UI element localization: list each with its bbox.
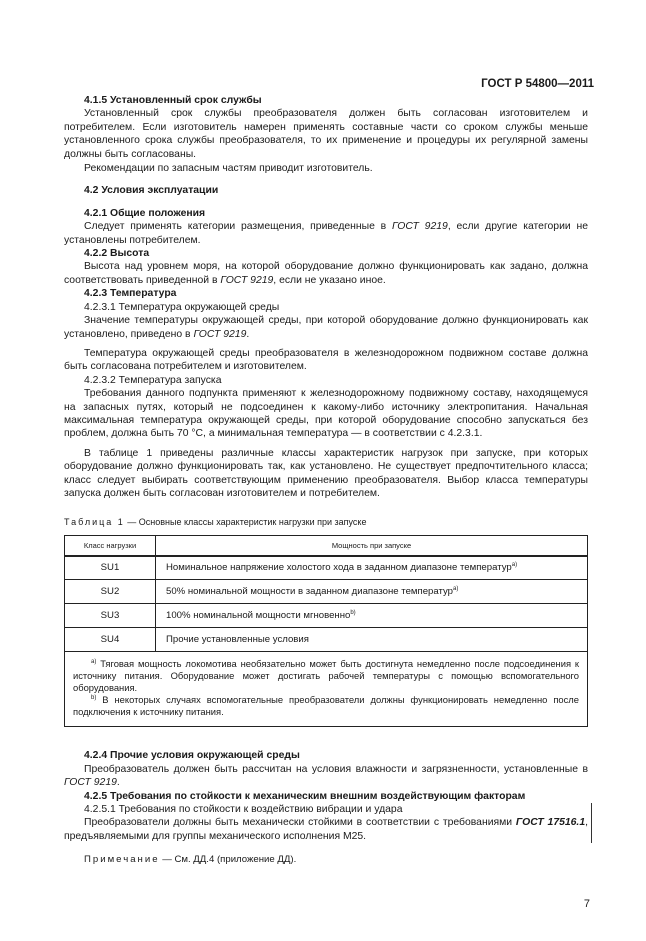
- document-page: [64, 0, 594, 941]
- paragraph: Требования данного подпункта применяют к железнодорожному подвижному составу, находящемуся на запасных путях, который не подсоединен к какому-либо источнику электропитания. Начальная максимальная температура окружающей среды, при которой оборудование способно запускаться без проблем, должна быть 70 °С, а минимальная температура — в соответствии с 4.2.3.1.: [64, 388, 588, 440]
- table-caption: Таблица 1 — Основные классы характеристик нагрузки при запуске: [64, 517, 367, 528]
- section-4-1-5: [64, 94, 588, 175]
- subheading: 4.2.5.1 Требования по стойкости к воздействию вибрации и удара: [84, 804, 403, 815]
- footnote-b: $^{b)}$ В некоторых случаях вспомогательные преобразователи должны функционировать немедленно после подключения к источнику питания.: [73, 694, 579, 718]
- heading: 4.2.2 Высота: [84, 248, 150, 260]
- table-row: SU3 100% номинальной мощности мгновенно$^{b)}$: [65, 604, 588, 628]
- heading: 4.2 Условия эксплуатации: [84, 185, 219, 197]
- ref-link: ГОСТ 17516.1: [515, 817, 586, 829]
- footnote-a: $^{a)}$ Тяговая мощность локомотива необязательно может быть достигнута немедленно после подсоединения к источнику питания. Оборудование может достигать рабочей температуры с помощью вспомогательного оборудования.: [73, 658, 579, 694]
- ref-link: ГОСТ 9219: [392, 221, 448, 233]
- table-row: SU2 50% номинальной мощности в заданном диапазоне температур$^{a)}$: [65, 580, 588, 604]
- section-4-2-1-to-4-2-3: [64, 207, 588, 501]
- paragraph: В таблице 1 приведены различные классы характеристик нагрузок при запуске, при которых оборудование должно функционировать так, как установлено. Не существует предпочтительного класса; класс следует выбирать соответствующим применению преобразователя. Выбор класса температуры запуска должен быть согласован изготовителем и потребителем.: [64, 447, 588, 499]
- paragraph: Преобразователи должны быть механически стойкими в соответствии с требованиями ГОСТ 17516.1, предъявляемыми для группы механического исполнения М25.: [64, 817, 588, 842]
- ref-link: ГОСТ 9219: [64, 777, 117, 789]
- heading: 4.2.5 Требования по стойкости к механическим внешним воздействующим факторам: [84, 790, 526, 802]
- subheading: 4.2.3.1 Температура окружающей среды: [84, 301, 280, 313]
- heading: 4.1.5 Установленный срок службы: [84, 95, 262, 106]
- paragraph: Преобразователь должен быть рассчитан на условия влажности и загрязненности, установленные в ГОСТ 9219.: [64, 763, 588, 789]
- table-row: SU4 Прочие установленные условия: [65, 628, 588, 652]
- page-number: 7: [583, 897, 590, 910]
- paragraph: Установленный срок службы преобразователя должен быть согласован изготовителем и потребителем. Если изготовитель намерен применять составные части со сроком службы меньше установленного срока службы преобразователя, то их применение и процедуры их регулярной замены должны быть согласованы.: [64, 108, 588, 160]
- paragraph: Рекомендации по запасным частям приводит изготовитель.: [84, 163, 373, 175]
- section-4-2: [64, 184, 588, 197]
- document-header: ГОСТ Р 54800—2011: [481, 78, 594, 90]
- heading: 4.2.1 Общие положения: [84, 207, 206, 219]
- section-4-2-4-4-2-5: [64, 749, 588, 866]
- paragraph: Температура окружающей среды преобразователя в железнодорожном подвижном составе должна быть согласована потребителем и изготовителем.: [64, 347, 588, 373]
- table-row: SU1 Номинальное напряжение холостого хода в заданном диапазоне температур$^{a)}$: [65, 556, 588, 580]
- paragraph: Следует применять категории размещения, приведенные в ГОСТ 9219, если другие категории не установлены потребителем.: [64, 221, 588, 246]
- changed-passage: [64, 803, 588, 843]
- ref-link: ГОСТ 9219: [220, 274, 274, 286]
- subheading: 4.2.3.2 Температура запуска: [84, 374, 222, 386]
- heading: 4.2.3 Температура: [84, 288, 177, 300]
- note: Примечание — См. ДД.4 (приложение ДД).: [84, 854, 297, 866]
- paragraph: Значение температуры окружающей среды, при которой оборудование должно функционировать как установлено, приведено в ГОСТ 9219.: [64, 315, 588, 340]
- ref-link: ГОСТ 9219: [193, 328, 247, 340]
- column-header: Класс нагрузки: [65, 536, 156, 556]
- load-class-table: [64, 535, 588, 727]
- change-bar: [591, 803, 592, 843]
- column-header: Мощность при запуске: [156, 536, 588, 556]
- heading: 4.2.4 Прочие условия окружающей среды: [84, 750, 300, 762]
- paragraph: Высота над уровнем моря, на которой оборудование должно функционировать как задано, должна соответствовать приведенной в ГОСТ 9219, если не указано иное.: [64, 261, 588, 286]
- table-footnotes: [65, 652, 588, 727]
